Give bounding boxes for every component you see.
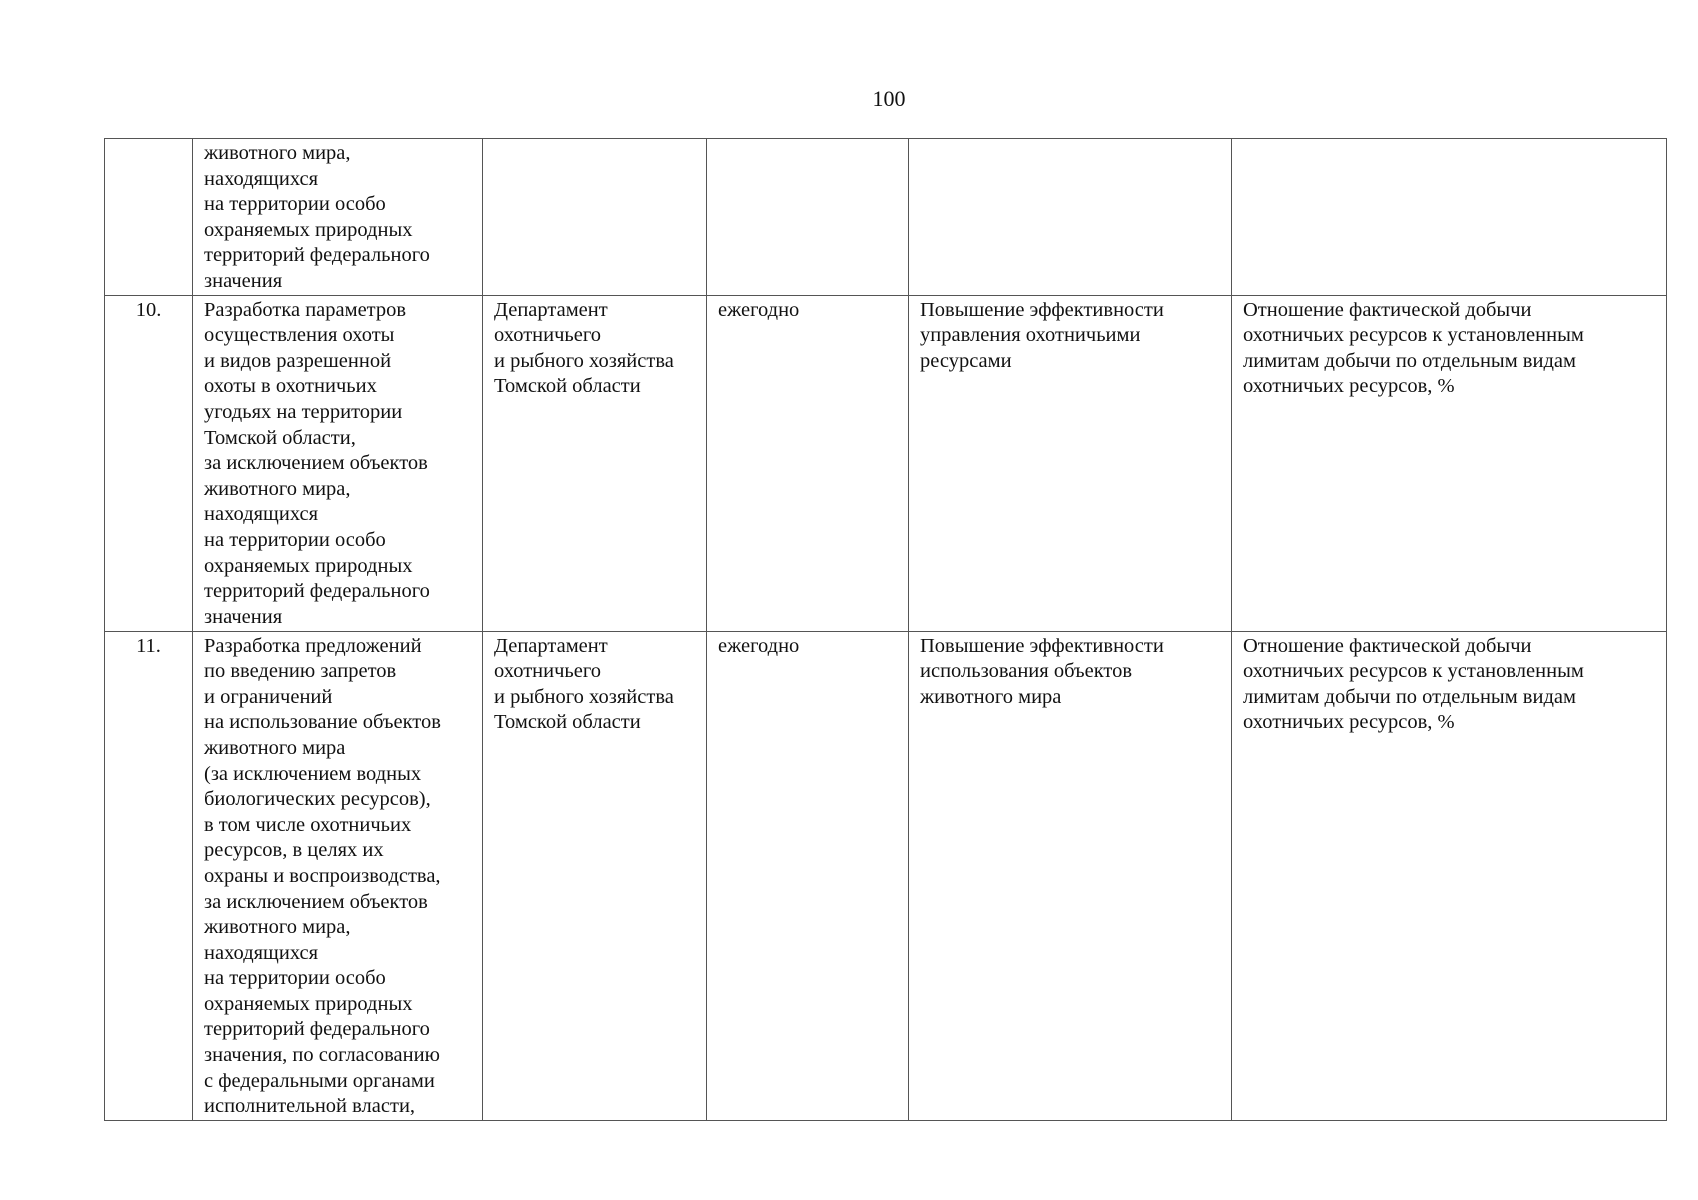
- table-row: [105, 295, 1667, 631]
- indicator-cell: [1232, 139, 1667, 296]
- activity-cell: животного мира, находящихся на территории особо охраняемых природных территорий федерального значения: [193, 139, 483, 296]
- row-number-cell: [105, 139, 193, 296]
- activities-table: [104, 138, 1667, 1121]
- result-cell: Повышение эффективности использования объектов животного мира: [909, 631, 1232, 1120]
- executor-cell: [483, 139, 707, 296]
- activity-cell: Разработка параметров осуществления охоты и видов разрешенной охоты в охотничьих угодьях на территории Томской области, за исключением объектов животного мира, находящихся на территории особо охраняемых природных территорий федерального значения: [193, 295, 483, 631]
- row-number-cell: 11.: [105, 631, 193, 1120]
- indicator-cell: Отношение фактической добычи охотничьих ресурсов к установленным лимитам добычи по отдельным видам охотничьих ресурсов, %: [1232, 295, 1667, 631]
- page-number: 100: [872, 86, 906, 111]
- result-cell: [909, 139, 1232, 296]
- term-cell: ежегодно: [707, 631, 909, 1120]
- executor-cell: Департамент охотничьего и рыбного хозяйства Томской области: [483, 631, 707, 1120]
- row-number-cell: 10.: [105, 295, 193, 631]
- table-row: [105, 139, 1667, 296]
- activity-cell: Разработка предложений по введению запретов и ограничений на использование объектов животного мира (за исключением водных биологических ресурсов), в том числе охотничьих ресурсов, в целях их охраны и воспроизводства, за исключением объектов животного мира, находящихся на территории особо охраняемых природных территорий федерального значения, по согласованию с федеральными органами исполнительной власти,: [193, 631, 483, 1120]
- term-cell: ежегодно: [707, 295, 909, 631]
- term-cell: [707, 139, 909, 296]
- result-cell: Повышение эффективности управления охотничьими ресурсами: [909, 295, 1232, 631]
- executor-cell: Департамент охотничьего и рыбного хозяйства Томской области: [483, 295, 707, 631]
- indicator-cell: Отношение фактической добычи охотничьих ресурсов к установленным лимитам добычи по отдельным видам охотничьих ресурсов, %: [1232, 631, 1667, 1120]
- table-row: [105, 631, 1667, 1120]
